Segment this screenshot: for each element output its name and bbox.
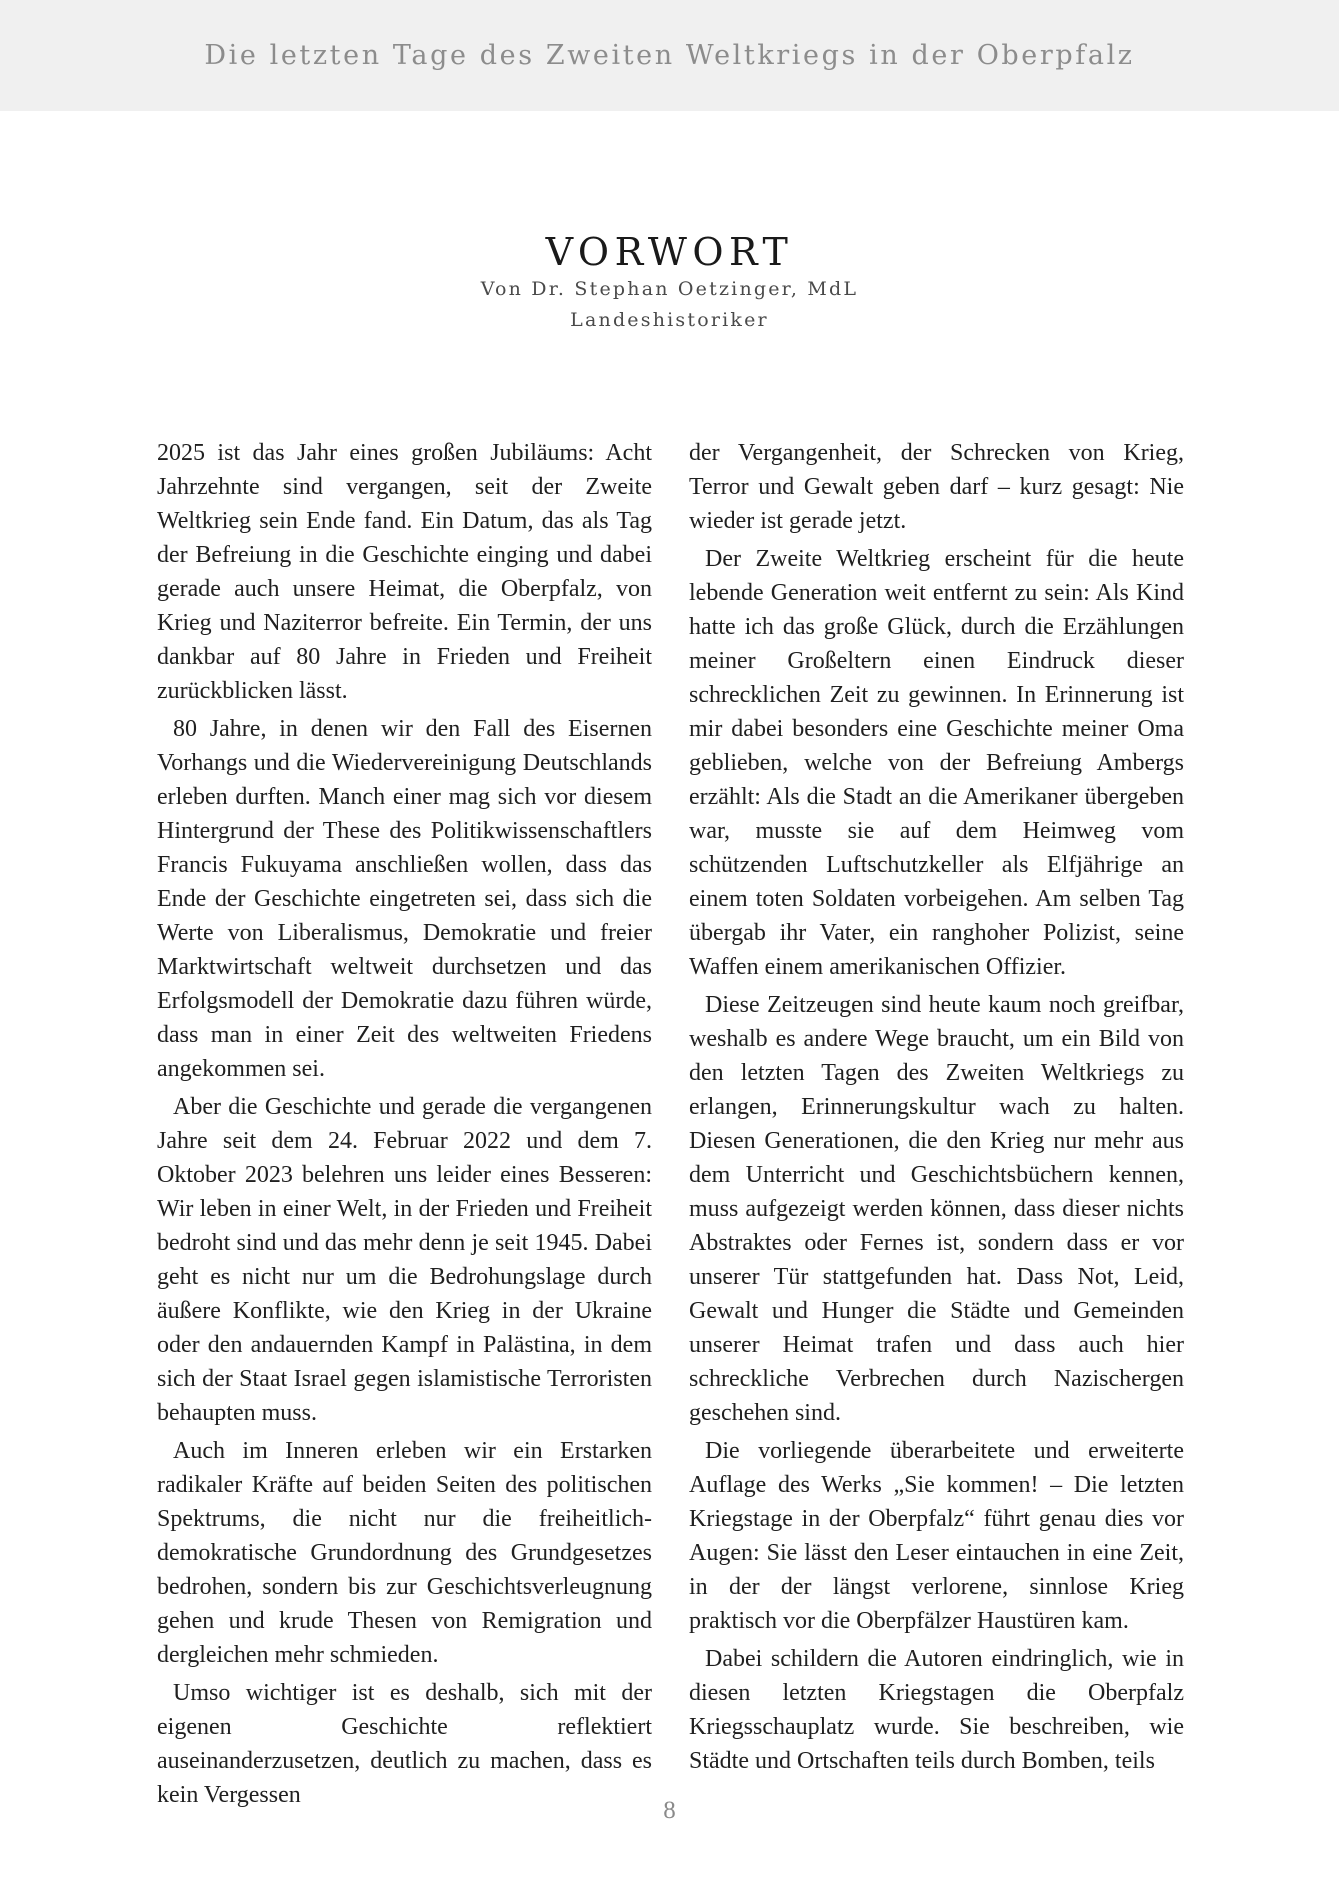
paragraph: Die vorliegende überarbeitete und erweiterte Auflage des Werks „Sie kommen! – Die letzten Kriegstage in der Oberpfalz“ führt genau dies vor Augen: Sie lässt den Leser eintauchen in eine Zeit, in der der längst verlorene, sinnlose Krieg praktisch vor die Oberpfälzer Haustüren kam. xyxy=(689,1438,1184,1634)
paragraph: 2025 ist das Jahr eines großen Jubiläums: Acht Jahrzehnte sind vergangen, seit der Zweite Weltkrieg sein Ende fand. Ein Datum, das als Tag der Befreiung in die Geschichte einging und dabei gerade auch unsere Heimat, die Oberpfalz, von Krieg und Naziterror befreite. Ein Termin, der uns dankbar auf 80 Jahre in Frieden und Freiheit zurückblicken lässt. xyxy=(157,440,652,704)
paragraph: der Vergangenheit, der Schrecken von Krieg, Terror und Gewalt geben darf – kurz gesagt: Nie wieder ist gerade jetzt. xyxy=(689,440,1184,534)
paragraph: Diese Zeitzeugen sind heute kaum noch greifbar, weshalb es andere Wege braucht, um ein Bild von den letzten Tagen des Zweiten Weltkriegs zu erlangen, Erinnerungskultur wach zu halten. Diesen Generationen, die den Krieg nur mehr aus dem Unterricht und Geschichtsbüchern kennen, muss aufgezeigt werden können, dass dieser nichts Abstraktes oder Fernes ist, sondern dass er vor unserer Tür stattgefunden hat. Dass Not, Leid, Gewalt und Hunger die Städte und Gemeinden unserer Heimat trafen und dass auch hier schreckliche Verbrechen durch Nazischergen geschehen sind. xyxy=(689,992,1184,1426)
paragraph: Dabei schildern die Autoren eindringlich, wie in diesen letzten Kriegstagen die Oberpfalz Kriegsschauplatz wurde. Sie beschreiben, wie Städte und Ortschaften teils durch Bomben, teils xyxy=(689,1646,1184,1774)
chapter-title: VORWORT xyxy=(545,230,794,274)
paragraph: Auch im Inneren erleben wir ein Erstarken radikaler Kräfte auf beiden Seiten des politischen Spektrums, die nicht nur die freiheitlich-demokratische Grundordnung des Grundgesetzes bedrohen, sondern bis zur Geschichtsverleugnung gehen und krude Thesen von Remigration und dergleichen mehr schmieden. xyxy=(157,1438,652,1668)
paragraph: Aber die Geschichte und gerade die vergangenen Jahre seit dem 24. Februar 2022 und dem 7. Oktober 2023 belehren uns leider eines Besseren: Wir leben in einer Welt, in der Frieden und Freiheit bedroht sind und das mehr denn je seit 1945. Dabei geht es nicht nur um die Bedrohungslage durch äußere Konflikte, wie den Krieg in der Ukraine oder den andauernden Kampf in Palästina, in dem sich der Staat Israel gegen islamistische Terroristen behaupten muss. xyxy=(157,1094,652,1426)
paragraph: 80 Jahre, in denen wir den Fall des Eisernen Vorhangs und die Wiedervereinigung Deutschlands erleben durften. Manch einer mag sich vor diesem Hintergrund der These des Politikwissenschaftlers Francis Fukuyama anschließen wollen, dass das Ende der Geschichte eingetreten sei, dass sich die Werte von Liberalismus, Demokratie und freier Marktwirtschaft weltweit durchsetzen und das Erfolgsmodell der Demokratie dazu führen würde, dass man in einer Zeit des weltweiten Friedens angekommen sei. xyxy=(157,716,652,1082)
running-title: Die letzten Tage des Zweiten Weltkriegs in der Oberpfalz xyxy=(204,40,1135,71)
page-number: 8 xyxy=(663,1797,676,1824)
paragraph: Umso wichtiger ist es deshalb, sich mit der eigenen Geschichte reflektiert auseinanderzusetzen, deutlich zu machen, dass es kein Vergessen xyxy=(157,1680,652,1808)
running-header xyxy=(0,0,1339,111)
author-line: Von Dr. Stephan Oetzinger, MdL xyxy=(480,278,859,300)
author-role: Landeshistoriker xyxy=(570,309,769,331)
chapter-heading xyxy=(0,230,1339,336)
right-text-column xyxy=(689,436,1184,1782)
left-text-column xyxy=(157,436,652,1816)
paragraph: Der Zweite Weltkrieg erscheint für die heute lebende Generation weit entfernt zu sein: Als Kind hatte ich das große Glück, durch die Erzählungen meiner Großeltern einen Eindruck dieser schrecklichen Zeit zu gewinnen. In Erinnerung ist mir dabei besonders eine Geschichte meiner Oma geblieben, welche von der Befreiung Ambergs erzählt: Als die Stadt an die Amerikaner übergeben war, musste sie auf dem Heimweg vom schützenden Luftschutzkeller als Elfjährige an einem toten Soldaten vorbeigehen. Am selben Tag übergab ihr Vater, ein ranghoher Polizist, seine Waffen einem amerikanischen Offizier. xyxy=(689,546,1184,980)
